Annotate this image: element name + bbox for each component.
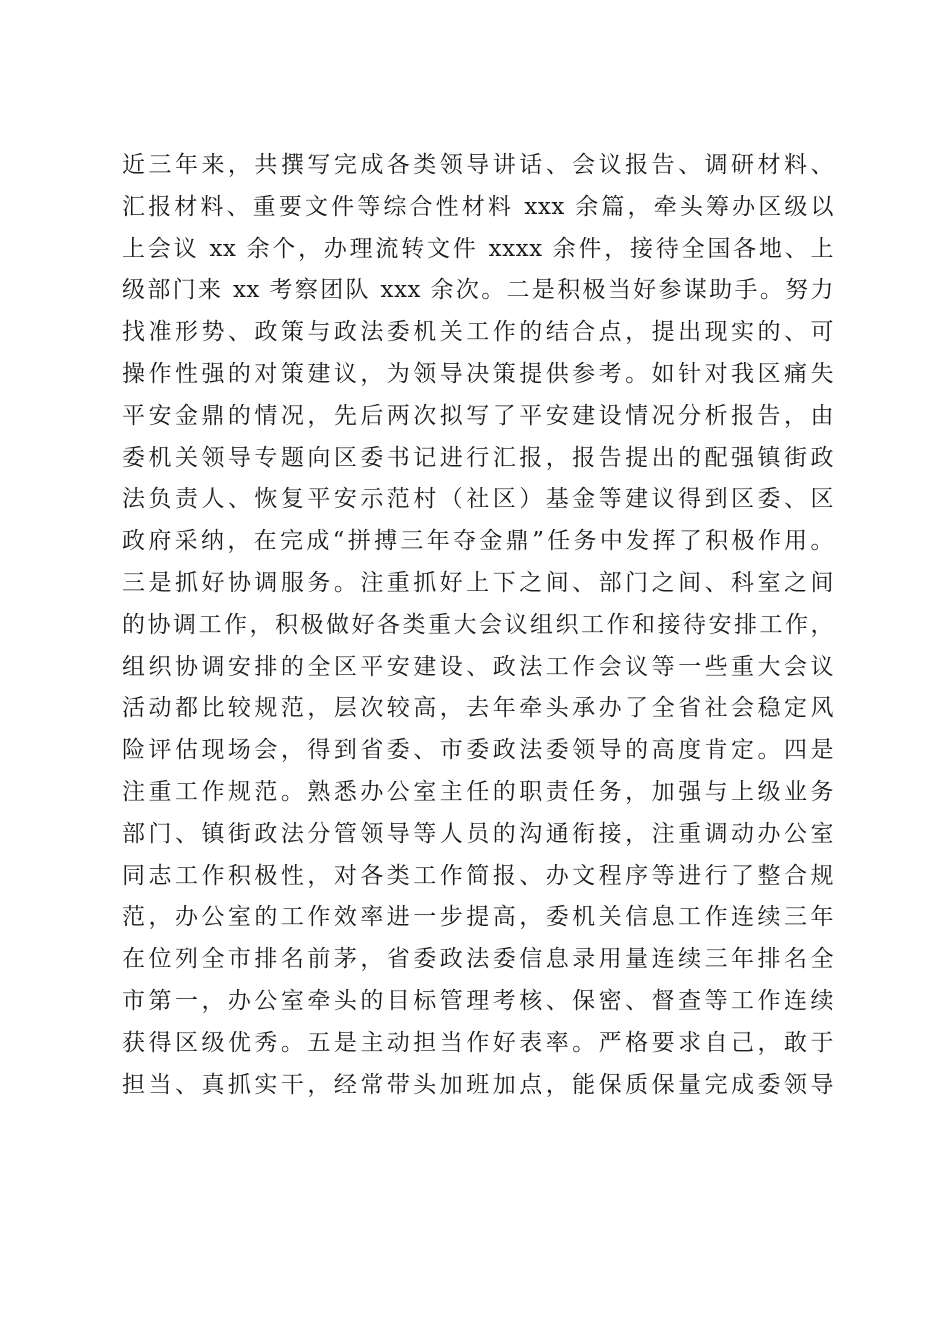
text-line: 近三年来，共撰写完成各类领导讲话、会议报告、调研材料、	[122, 152, 834, 178]
text-line: 同志工作积极性，对各类工作简报、办文程序等进行了整合规	[122, 862, 834, 889]
text-line: 找准形势、政策与政法委机关工作的结合点，提出现实的、可	[122, 319, 834, 346]
text-line: 平安金鼎的情况，先后两次拟写了平安建设情况分析报告，由	[122, 402, 834, 429]
text-line: 法负责人、恢复平安示范村（社区）基金等建议得到区委、区	[122, 486, 834, 513]
text-line: 市第一，办公室牵头的目标管理考核、保密、督查等工作连续	[122, 987, 834, 1014]
text-line: 的协调工作，积极做好各类重大会议组织工作和接待安排工作，	[122, 611, 834, 638]
text-line: 级部门来 xx 考察团队 xxx 余次。二是积极当好参谋助手。努力	[122, 277, 834, 304]
text-line: 操作性强的对策建议，为领导决策提供参考。如针对我区痛失	[122, 360, 834, 387]
text-line: 注重工作规范。熟悉办公室主任的职责任务，加强与上级业务	[122, 778, 834, 805]
text-line: 三是抓好协调服务。注重抓好上下之间、部门之间、科室之间	[122, 569, 834, 596]
text-line: 活动都比较规范，层次较高，去年牵头承办了全省社会稳定风	[122, 695, 834, 722]
text-line: 险评估现场会，得到省委、市委政法委领导的高度肯定。四是	[122, 737, 834, 764]
body-text	[122, 145, 834, 1106]
text-line: 在位列全市排名前茅，省委政法委信息录用量连续三年排名全	[122, 946, 834, 973]
text-line: 汇报材料、重要文件等综合性材料 xxx 余篇，牵头筹办区级以	[122, 193, 834, 220]
text-line: 组织协调安排的全区平安建设、政法工作会议等一些重大会议	[122, 653, 834, 680]
text-line: 获得区级优秀。五是主动担当作好表率。严格要求自己，敢于	[122, 1029, 834, 1056]
text-line: 委机关领导专题向区委书记进行汇报，报告提出的配强镇街政	[122, 444, 834, 471]
text-line: 担当、真抓实干，经常带头加班加点，能保质保量完成委领导	[122, 1071, 834, 1098]
text-line: 上会议 xx 余个，办理流转文件 xxxx 余件，接待全国各地、上	[122, 235, 834, 262]
text-line: 范，办公室的工作效率进一步提高，委机关信息工作连续三年	[122, 904, 834, 931]
text-line: 部门、镇街政法分管领导等人员的沟通衔接，注重调动办公室	[122, 820, 834, 847]
text-line: 政府采纳，在完成“拼搏三年夺金鼎”任务中发挥了积极作用。	[122, 528, 834, 555]
